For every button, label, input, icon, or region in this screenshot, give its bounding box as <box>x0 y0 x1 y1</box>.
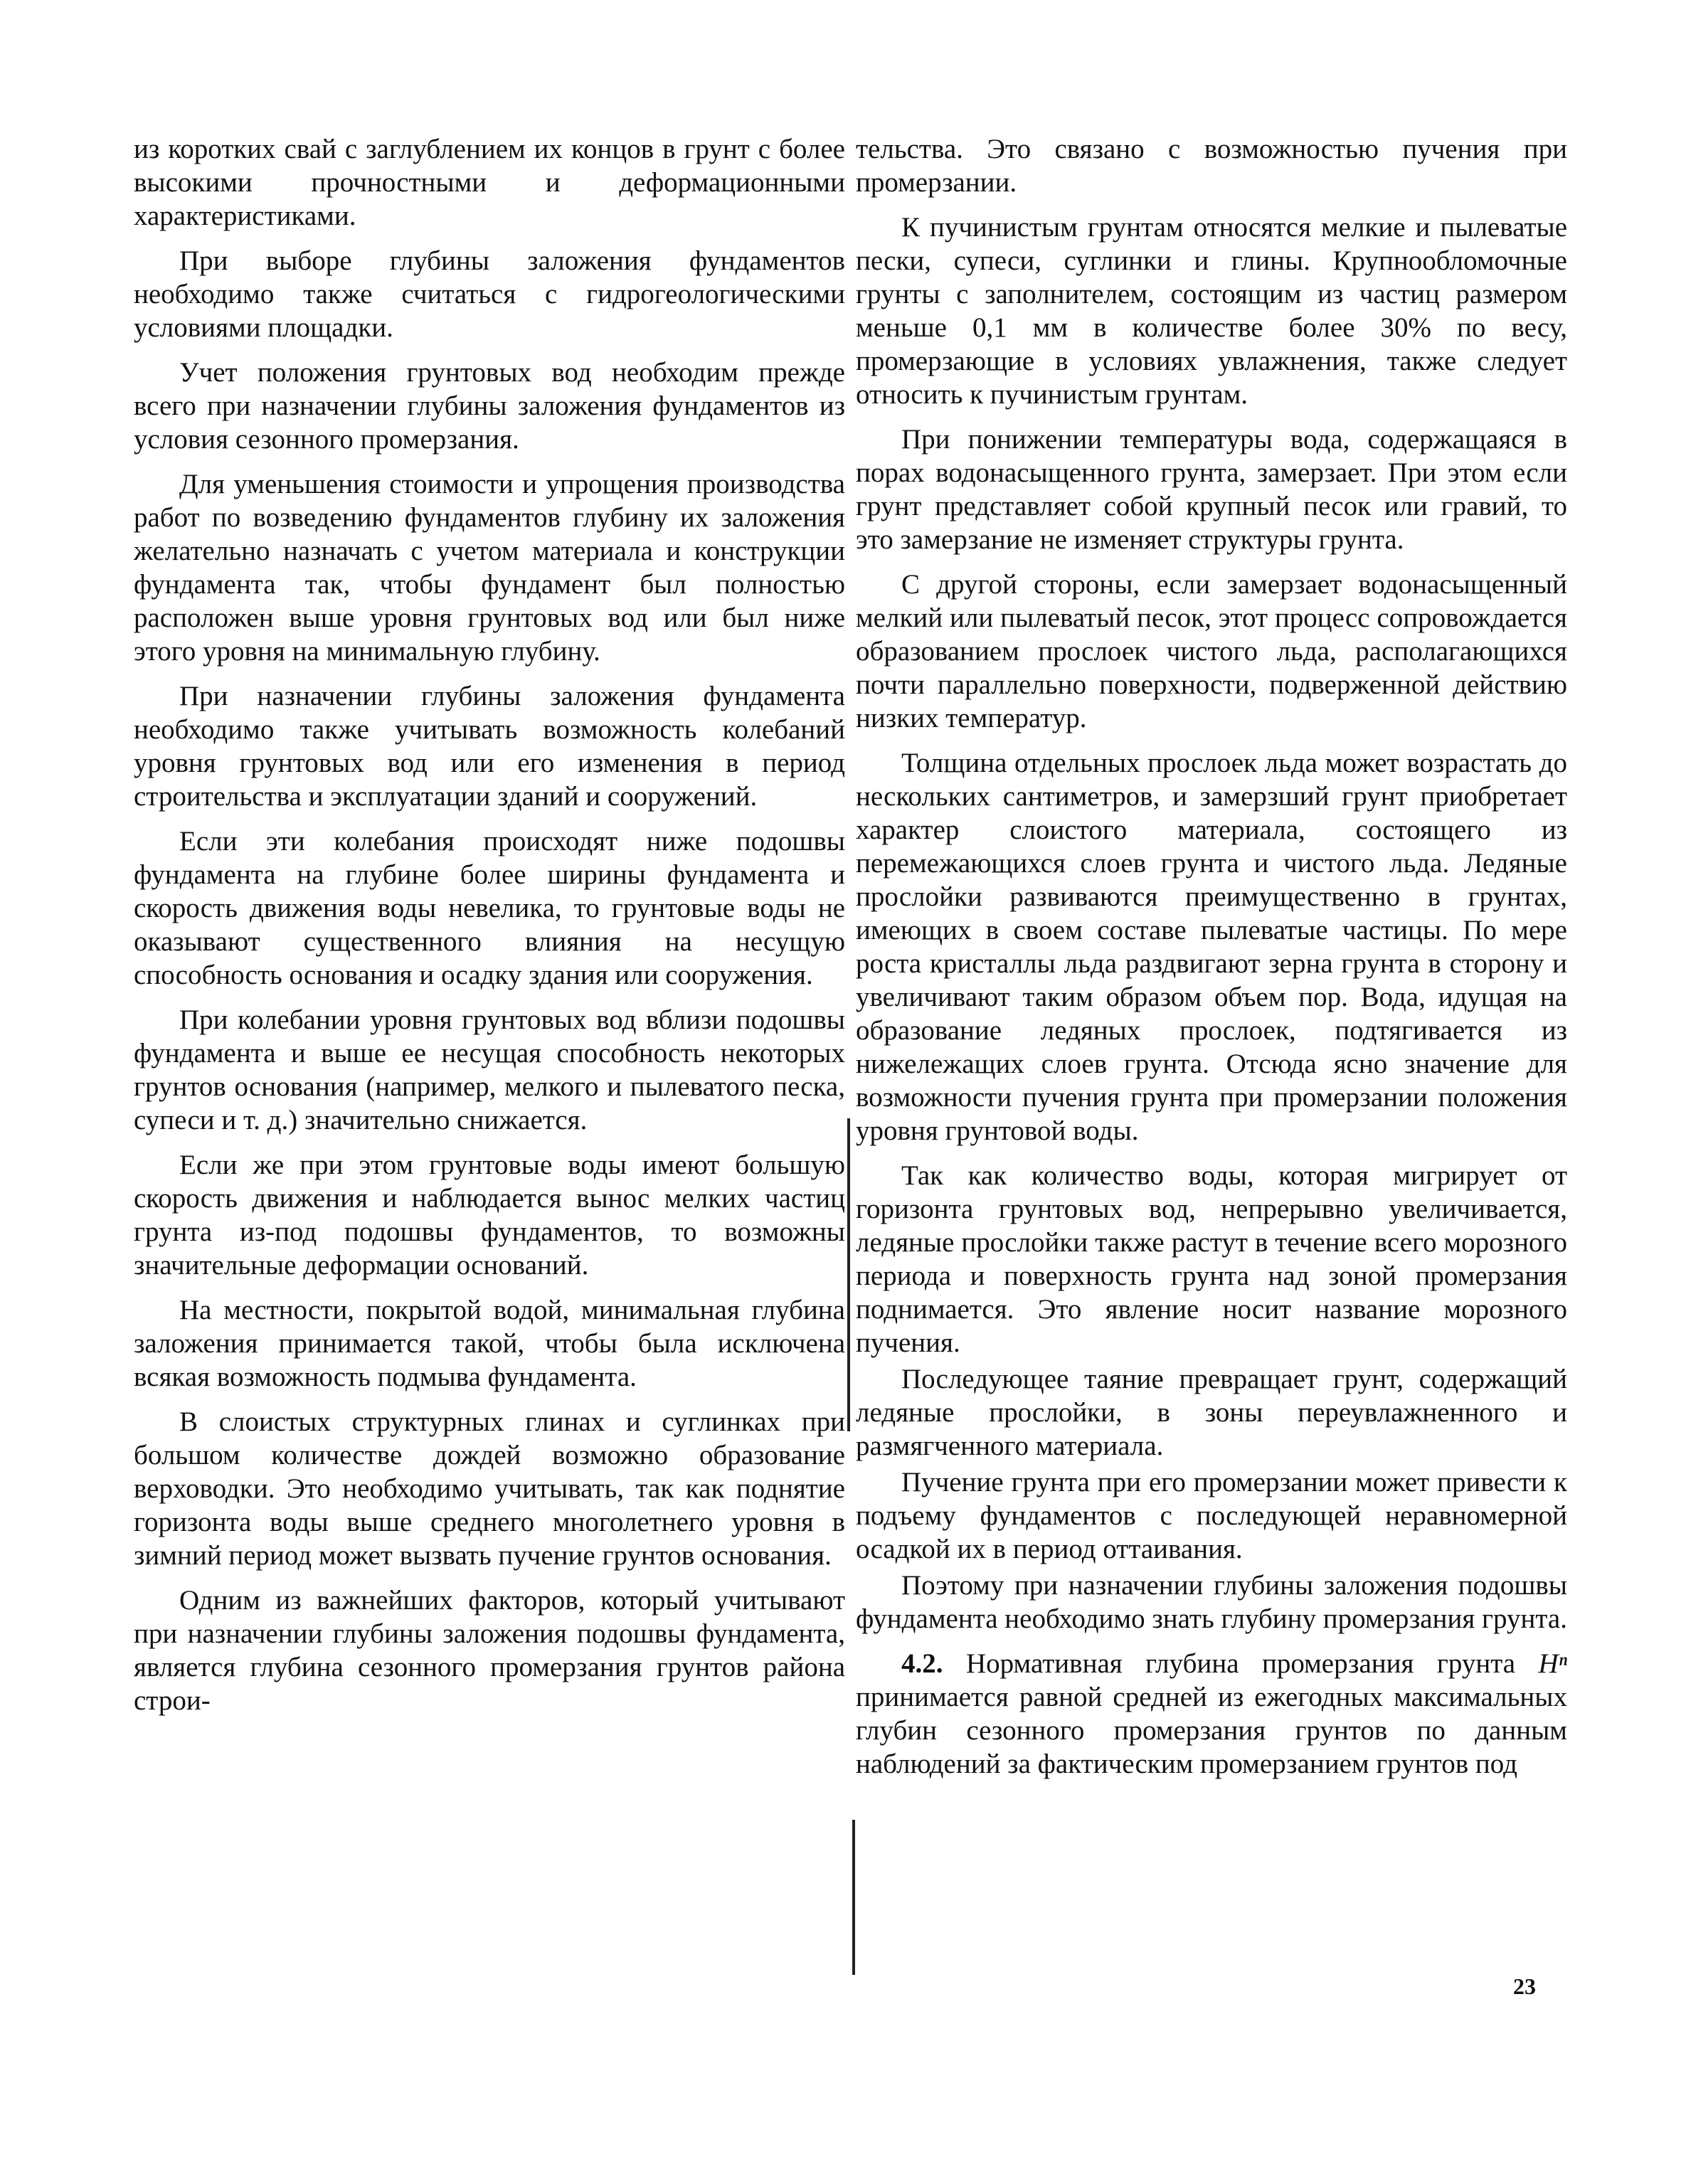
paragraph: Поэтому при назначении глубины заложения подошвы фундамента необходимо знать глубину промерзания грунта. <box>856 1570 1567 1634</box>
left-column <box>134 132 845 1729</box>
paragraph: Пучение грунта при его промерзании может привести к подъему фундаментов с последующей неравномерной осадкой их в период оттаивания. <box>856 1467 1567 1564</box>
margin-change-bar <box>847 1118 850 1431</box>
paragraph: Если эти колебания происходят ниже подошвы фундамента на глубине более ширины фундамента и скорость движения воды невелика, то грунтовые воды не оказывают существенного влияния на несущую способность основания и осадку здания или сооружения. <box>134 826 845 990</box>
paragraph: На местности, покрытой водой, минимальная глубина заложения принимается такой, чтобы была исключена всякая возможность подмыва фундамента. <box>134 1295 845 1392</box>
paragraph: К пучинистым грунтам относятся мелкие и пылеватые пески, супеси, суглинки и глины. Крупнообломочные грунты с заполнителем, состоящим из частиц размером меньше 0,1 мм в количестве более 30% по весу, промерзающие в условиях увлажнения, также следует относить к пучинистым грунтам. <box>856 212 1567 410</box>
paragraph: Последующее таяние превращает грунт, содержащий ледяные прослойки, в зоны переувлажненного и размягченного материала. <box>856 1364 1567 1461</box>
paragraph: тельства. Это связано с возможностью пучения при промерзании. <box>856 134 1567 198</box>
paragraph: Толщина отдельных прослоек льда может возрастать до нескольких сантиметров, и замерзший грунт приобретает характер слоистого материала, состоящего из перемежающихся слоев грунта и чистого льда. Ледяные прослойки развиваются преимущественно в грунтах, имеющих в своем составе пылеватые частицы. По мере роста кристаллы льда раздвигают зерна грунта в сторону и увеличивают таким образом объем пор. Вода, идущая на образование ледяных прослоек, подтягивается из нижележащих слоев грунта. Отсюда ясно значение для возможности пучения грунта при промерзании положения уровня грунтовой воды. <box>856 748 1567 1146</box>
section-text-before: Нормативная глубина промерзания грунта <box>943 1648 1539 1679</box>
paragraph: Учет положения грунтовых вод необходим прежде всего при назначении глубины заложения фундаментов из условия сезонного промерзания. <box>134 357 845 455</box>
right-column <box>856 132 1567 1792</box>
section-paragraph <box>856 1647 1567 1781</box>
paragraph: При назначении глубины заложения фундамента необходимо также учитывать возможность колебаний уровня грунтовых вод или его изменения в период строительства и эксплуатации зданий и сооружений. <box>134 681 845 812</box>
paragraph: С другой стороны, если замерзает водонасыщенный мелкий или пылеватый песок, этот процесс сопровождается образованием прослоек чистого льда, располагающихся почти параллельно поверхности, подверженной действию низких температур. <box>856 569 1567 733</box>
paragraph: Если же при этом грунтовые воды имеют большую скорость движения и наблюдается вынос мелких частиц грунта из-под подошвы фундаментов, то возможны значительные деформации оснований. <box>134 1150 845 1281</box>
paragraph: Одним из важнейших факторов, который учитывают при назначении глубины заложения подошвы фундамента, является глубина сезонного промерзания грунтов района строи- <box>134 1585 845 1716</box>
paragraph: При понижении температуры вода, содержащаяся в порах водонасыщенного грунта, замерзает. При этом если грунт представляет собой крупный песок или гравий, то это замерзание не изменяет структуры грунта. <box>856 424 1567 555</box>
paragraph: При колебании уровня грунтовых вод вблизи подошвы фундамента и выше ее несущая способность некоторых грунтов основания (например, мелкого и пылеватого песка, супеси и т. д.) значительно снижается. <box>134 1004 845 1135</box>
paragraph: Для уменьшения стоимости и упрощения производства работ по возведению фундаментов глубину их заложения желательно назначать с учетом материала и конструкции фундамента так, чтобы фундамент был полностью расположен выше уровня грунтовых вод или был ниже этого уровня на минимальную глубину. <box>134 469 845 667</box>
paragraph: При выборе глубины заложения фундаментов необходимо также считаться с гидрогеологическими условиями площадки. <box>134 245 845 343</box>
section-symbol: Hⁿ <box>1538 1648 1567 1679</box>
page-number: 23 <box>1513 1973 1536 1999</box>
paragraph: Так как количество воды, которая мигрирует от горизонта грунтовых вод, непрерывно увеличивается, ледяные прослойки также растут в течение всего морозного периода и поверхность грунта над зоной промерзания поднимается. Это явление носит название морозного пучения. <box>856 1160 1567 1358</box>
paragraph: В слоистых структурных глинах и суглинках при большом количестве дождей возможно образование верховодки. Это необходимо учитывать, так как поднятие горизонта воды выше среднего многолетнего уровня в зимний период может вызвать пучение грунтов основания. <box>134 1406 845 1571</box>
section-text-after: принимается равной средней из ежегодных максимальных глубин сезонного промерзания грунтов по данным наблюдений за фактическим промерзанием грунтов под <box>856 1682 1567 1779</box>
paragraph: из коротких свай с заглублением их концов в грунт с более высокими прочностными и деформационными характеристиками. <box>134 134 845 231</box>
margin-change-bar <box>852 1820 855 1975</box>
section-number: 4.2. <box>901 1648 943 1679</box>
